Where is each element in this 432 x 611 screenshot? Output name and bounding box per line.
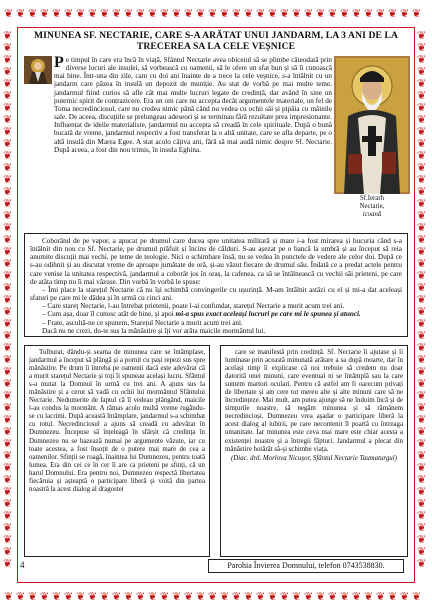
border-ornament: ❦	[184, 590, 194, 603]
border-ornament: ❦	[328, 590, 338, 603]
border-ornament: ❦	[417, 305, 427, 318]
border-ornament: ❦	[388, 7, 398, 20]
border-ornament: ❦	[220, 590, 230, 603]
border-ornament: ❦	[417, 233, 427, 246]
border-ornament: ❦	[3, 269, 13, 282]
border-ornament: ❦	[220, 7, 230, 20]
border-ornament: ❦	[3, 53, 13, 66]
border-ornament: ❦	[124, 590, 134, 603]
border-ornament: ❦	[196, 590, 206, 603]
border-ornament: ❦	[417, 221, 427, 234]
saint-caption	[334, 195, 410, 219]
border-ornament: ❦	[256, 7, 266, 20]
border-ornament: ❦	[417, 89, 427, 102]
border-ornament: ❦	[3, 113, 13, 126]
border-ornament: ❦	[3, 425, 13, 438]
border-ornament: ❦	[172, 7, 182, 20]
border-ornament: ❦	[124, 7, 134, 20]
border-ornament: ❦	[3, 473, 13, 486]
border-ornament: ❦	[417, 341, 427, 354]
border-ornament: ❦	[3, 437, 13, 450]
border-ornament: ❦	[232, 590, 242, 603]
border-ornament: ❦	[3, 221, 13, 234]
border-ornament: ❦	[417, 41, 427, 54]
border-ornament: ❦	[417, 185, 427, 198]
border-ornament: ❦	[112, 590, 122, 603]
border-ornament: ❦	[3, 317, 13, 330]
border-ornament: ❦	[136, 590, 146, 603]
border-ornament: ❦	[184, 7, 194, 20]
border-ornament: ❦	[316, 590, 326, 603]
border-ornament: ❦	[417, 533, 427, 546]
border-ornament: ❦	[88, 590, 98, 603]
border-ornament: ❦	[4, 590, 14, 603]
border-ornament: ❦	[136, 7, 146, 20]
border-ornament: ❦	[316, 7, 326, 20]
border-ornament: ❦	[52, 7, 62, 20]
border-ornament: ❦	[3, 173, 13, 186]
border-ornament: ❦	[244, 590, 254, 603]
encounter-paragraph-2: – Îmi place la starețul Nectarie că nu își schimbă convingerile cu ușurință. M-am întâlnit astăzi cu el și mi-a dat aceleași sfaturi pe care mi le dădea și în urmă cu cinci ani.	[30, 285, 402, 303]
border-ornament: ❦	[292, 590, 302, 603]
border-ornament: ❦	[3, 377, 13, 390]
border-ornament: ❦	[3, 245, 13, 258]
border-ornament: ❦	[417, 209, 427, 222]
border-ornament: ❦	[196, 7, 206, 20]
border-ornament: ❦	[3, 329, 13, 342]
border-ornament: ❦	[417, 125, 427, 138]
border-ornament: ❦	[256, 590, 266, 603]
border-ornament: ❦	[3, 281, 13, 294]
border-ornament: ❦	[268, 7, 278, 20]
border-ornament: ❦	[417, 113, 427, 126]
border-ornament: ❦	[376, 590, 386, 603]
border-ornament: ❦	[160, 590, 170, 603]
conclusion-right-text: care se manifestă prin credință. Sf. Nectarie îi ajutase și îi luminase prin această minunată arătare a sa după moarte, dar în același timp îi explicase că noi trebuie să credem nu doar datorită unei minuni, care eventual ni se întâmplă sau la care suntem martori oculari. Pentru că astfel am fi oarecum privați de libertate și am cere tot mereu alte și alte minuni care să ne încredințeze. Mai mult, am putea ajunge să ne îndoim încă și de simțurile noastre, să negăm minunea și să rămânem necredincioși. Dumnezeu vrea așadar o participare liberă la acest dialog al iubirii, pe care necontenit îl poartă cu întreaga umanitate. Iar minunea este ceva mai mare este chiar acesta a existenței noastre și a întregii făpturi. Jandarmul a plecat din mănăstire hotărât să-și schimbe viața.	[225, 349, 403, 453]
border-ornament: ❦	[208, 7, 218, 20]
border-ornament: ❦	[64, 590, 74, 603]
border-ornament: ❦	[417, 161, 427, 174]
border-ornament: ❦	[417, 389, 427, 402]
section-encounter	[24, 233, 408, 337]
border-ornament: ❦	[417, 245, 427, 258]
encounter-paragraph-5: – Frate, ascultă-ne ce spunem, Starețul Nectarie a murit acum trei ani.	[42, 318, 243, 327]
border-ornament: ❦	[3, 89, 13, 102]
border-ornament: ❦	[417, 53, 427, 66]
border-ornament: ❦	[88, 7, 98, 20]
saint-small-icon	[24, 56, 52, 84]
saint-caption-line3: icoană	[362, 211, 382, 218]
border-ornament: ❦	[417, 473, 427, 486]
border-ornament: ❦	[417, 293, 427, 306]
drop-cap: P	[54, 54, 64, 71]
border-ornament: ❦	[3, 137, 13, 150]
border-ornament: ❦	[304, 590, 314, 603]
border-ornament: ❦	[112, 7, 122, 20]
section-conclusion-left	[24, 345, 210, 557]
encounter-paragraph-4	[30, 310, 402, 318]
encounter-p4-start: – Cum așa, doar îl cunosc atât de bine, și apoi	[42, 310, 176, 319]
border-ornament: ❦	[3, 29, 13, 42]
border-ornament: ❦	[4, 7, 14, 20]
border-ornament: ❦	[3, 41, 13, 54]
border-ornament: ❦	[3, 389, 13, 402]
border-ornament: ❦	[340, 7, 350, 20]
border-ornament: ❦	[160, 7, 170, 20]
border-ornament: ❦	[3, 557, 13, 570]
border-ornament: ❦	[417, 65, 427, 78]
border-ornament: ❦	[232, 7, 242, 20]
intro-text: e timpul în care era încă în viață, Sfântul Nectarie avea obiceiul să se plimbe câteodată prin diverse locuri ale insulei, să vorbească cu oamenii, să le ofere un sfat bun și să îi cunoască mai bine. Într-una din zile, cam cu doi ani înainte de a trece la cele veșnice, s-a întâlnit cu un jandarm care păzea în insulă un depozit de muniție. Au stat de vorbă pe mai multe teme, jandarmul fiind curios să afle cât mai multe lucruri legate de credință, dar având în sine un puternic spirit de contrazicere. Era un om care nu accepta decât argumentele materiale, un fel de Toma necredinciosul, care nu credea nimic până când nu vedea cu ochii săi și pipăia cu mâinile sale. De aceea, discuțiile se prelungeau adeseori și se terminau fără rezultate prea impresionante. Influențat de ideile materialiste, jandarmul nu accepta să creadă în cele spirituale. După o bună bucată de vreme, jandarmul respectiv a fost transferat la o altă unitate, care se afla departe, pe o altă insulă din Marea Egee. A stat acolo câțiva ani, fără să mai audă nimic despre Sf. Nectarie. După aceea, a fost din nou trimis, în insula Eghina.	[54, 56, 332, 154]
encounter-paragraph-6: Dacă nu ne crezi, du-te sus la mănăstire și îți vor arăta maicile mormântul lui.	[42, 326, 266, 335]
border-ornament: ❦	[28, 7, 38, 20]
border-ornament: ❦	[328, 7, 338, 20]
border-ornament: ❦	[400, 590, 410, 603]
border-ornament: ❦	[352, 7, 362, 20]
border-ornament: ❦	[3, 209, 13, 222]
border-ornament: ❦	[280, 590, 290, 603]
border-ornament: ❦	[417, 557, 427, 570]
border-ornament: ❦	[3, 401, 13, 414]
border-ornament: ❦	[172, 590, 182, 603]
border-ornament: ❦	[417, 173, 427, 186]
ornamental-border-top	[0, 0, 432, 28]
border-ornament: ❦	[64, 7, 74, 20]
ornamental-border-right	[414, 28, 432, 583]
border-ornament: ❦	[417, 365, 427, 378]
border-ornament: ❦	[417, 401, 427, 414]
border-ornament: ❦	[417, 425, 427, 438]
border-ornament: ❦	[3, 305, 13, 318]
border-ornament: ❦	[268, 590, 278, 603]
border-ornament: ❦	[417, 257, 427, 270]
border-ornament: ❦	[3, 101, 13, 114]
border-ornament: ❦	[364, 590, 374, 603]
border-ornament: ❦	[208, 590, 218, 603]
intro-paragraph	[54, 56, 332, 154]
border-ornament: ❦	[3, 149, 13, 162]
border-ornament: ❦	[376, 7, 386, 20]
border-ornament: ❦	[417, 545, 427, 558]
border-ornament: ❦	[417, 485, 427, 498]
border-ornament: ❦	[417, 521, 427, 534]
border-ornament: ❦	[364, 7, 374, 20]
border-ornament: ❦	[417, 269, 427, 282]
border-ornament: ❦	[3, 161, 13, 174]
border-ornament: ❦	[40, 7, 50, 20]
border-ornament: ❦	[3, 365, 13, 378]
border-ornament: ❦	[388, 590, 398, 603]
border-ornament: ❦	[417, 281, 427, 294]
border-ornament: ❦	[3, 197, 13, 210]
border-ornament: ❦	[417, 437, 427, 450]
border-ornament: ❦	[40, 590, 50, 603]
border-ornament: ❦	[3, 461, 13, 474]
saint-nectarie-icon	[334, 56, 410, 194]
ornamental-border-bottom	[0, 583, 432, 611]
border-ornament: ❦	[100, 590, 110, 603]
border-ornament: ❦	[3, 257, 13, 270]
border-ornament: ❦	[3, 413, 13, 426]
border-ornament: ❦	[3, 533, 13, 546]
border-ornament: ❦	[417, 449, 427, 462]
border-ornament: ❦	[417, 77, 427, 90]
encounter-paragraph-1: Coborând de pe vapor, a apucat pe drumul care ducea spre unitatea militară și mare i-a fost mirarea și bucuria când s-a întâlnit din nou cu Sf. Nectarie, pe drumul prăfuit și încins de călduri. S-au așezat pe o bancă la umbră și au început să reia anumite discuții mai vechi, pe teme de teologie. Nici o schimbare însă, nu se vedea în punctele de vedere ale celor doi. După ce s-au odihnit și au discutat vreme de aproape jumătate de oră, și-au văzut fiecare de drumul său. Îndată ce a predat actele pentru care venise la unitatea respectivă, jandarmul a coborât jos în oraș, la cafenea, ca să se întâlnească cu vechii săi prieteni, pe care de atâta timp nu îi mai văzuse. Din vorbă în vorbă le spuse:	[30, 237, 402, 286]
section-intro	[54, 56, 332, 226]
border-ornament: ❦	[417, 497, 427, 510]
saint-caption-line1: Sf.Ierarh	[360, 195, 384, 202]
border-ornament: ❦	[52, 590, 62, 603]
encounter-paragraph-3: – Care stareț Nectarie, l-au întrebat prietenii, poate l-ai confundat, starețul Nectarie a murit acum trei ani.	[42, 302, 345, 311]
encounter-p4-emphasis: mi-a spus exact aceleași lucruri pe care mi le spunea și atunci.	[175, 310, 361, 319]
border-ornament: ❦	[280, 7, 290, 20]
border-ornament: ❦	[244, 7, 254, 20]
border-ornament: ❦	[417, 509, 427, 522]
border-ornament: ❦	[417, 413, 427, 426]
border-ornament: ❦	[417, 353, 427, 366]
border-ornament: ❦	[16, 590, 26, 603]
border-ornament: ❦	[292, 7, 302, 20]
border-ornament: ❦	[3, 125, 13, 138]
source-citation: (Diac. drd. Morlova Nicușor, Sfântul Nectarie Taumaturgul)	[231, 454, 397, 462]
border-ornament: ❦	[76, 7, 86, 20]
border-ornament: ❦	[304, 7, 314, 20]
border-ornament: ❦	[417, 149, 427, 162]
border-ornament: ❦	[3, 449, 13, 462]
border-ornament: ❦	[417, 377, 427, 390]
border-ornament: ❦	[417, 197, 427, 210]
border-ornament: ❦	[3, 65, 13, 78]
border-ornament: ❦	[100, 7, 110, 20]
border-ornament: ❦	[3, 341, 13, 354]
saint-icon-box	[334, 56, 410, 226]
border-ornament: ❦	[3, 521, 13, 534]
border-ornament: ❦	[340, 590, 350, 603]
border-ornament: ❦	[28, 590, 38, 603]
border-ornament: ❦	[3, 485, 13, 498]
article-title: MINUNEA SF. NECTARIE, CARE S-A ARĂTAT UNUI JANDARM, LA 3 ANI DE LA TRECEREA SA LA CELE VEȘNICE	[33, 30, 398, 52]
border-ornament: ❦	[76, 590, 86, 603]
border-ornament: ❦	[352, 590, 362, 603]
border-ornament: ❦	[3, 233, 13, 246]
border-ornament: ❦	[148, 590, 158, 603]
border-ornament: ❦	[412, 590, 422, 603]
ornamental-border-left	[0, 28, 18, 583]
border-ornament: ❦	[412, 7, 422, 20]
page-number: 4	[20, 560, 25, 570]
border-ornament: ❦	[3, 353, 13, 366]
border-ornament: ❦	[3, 77, 13, 90]
border-ornament: ❦	[3, 509, 13, 522]
border-ornament: ❦	[417, 29, 427, 42]
border-ornament: ❦	[417, 101, 427, 114]
border-ornament: ❦	[3, 545, 13, 558]
border-ornament: ❦	[417, 461, 427, 474]
border-ornament: ❦	[417, 329, 427, 342]
border-ornament: ❦	[400, 7, 410, 20]
border-ornament: ❦	[417, 137, 427, 150]
border-ornament: ❦	[16, 7, 26, 20]
saint-caption-line2: Nectarie,	[359, 203, 385, 210]
border-ornament: ❦	[3, 293, 13, 306]
conclusion-left-text: Tulburat, dându-și seama de minunea care se întâmplase, jandarmul a început să plângă și a pornit cu pași repezi sus spre mănăstire. Pe drum îi întreba pe oamenii dacă este adevărat că a murit starețul Nectarie și toți îi spuneau același lucru. Sfântul s-a mutat la Domnul în urmă cu trei ani. A ajuns sus la mănăstire și a cerut să vadă cu ochii lui mormântul Sfântului Nectarie. Nedumerite de faptul că îl vedeau plângând, maicile l-au condus la mormânt. A rămas acolo multă vreme rugându-se cu lacrimi. După această întâmplare, jandarmul s-a schimbat cu totul. Necredinciosul a ajuns să creadă cu adevărat în Dumnezeu. Începuse să înțeleagă în sfârșit că credința în Dumnezeu nu se bazează numai pe argumente văzute, iar cu toate acestea, a fost însoțit de o putere mai mare de cea a oamenilor. Sfinții se roagă, înaintea lui Dumnezeu, pentru toată lumea. Era din cei ce în cer îi are ca prieteni pe sfinți, că un harul Domnului. Era pentru noi, Dumnezeu respectă libertatea fiecăruia și așteaptă o participare liberă și voită din partea noastră la acest dialog al dragostei	[29, 349, 205, 493]
border-ornament: ❦	[3, 185, 13, 198]
border-ornament: ❦	[417, 317, 427, 330]
parish-contact: Parohia Învierea Domnului, telefon 0743538830.	[208, 559, 404, 573]
section-conclusion-right	[220, 345, 408, 557]
border-ornament: ❦	[148, 7, 158, 20]
border-ornament: ❦	[3, 497, 13, 510]
